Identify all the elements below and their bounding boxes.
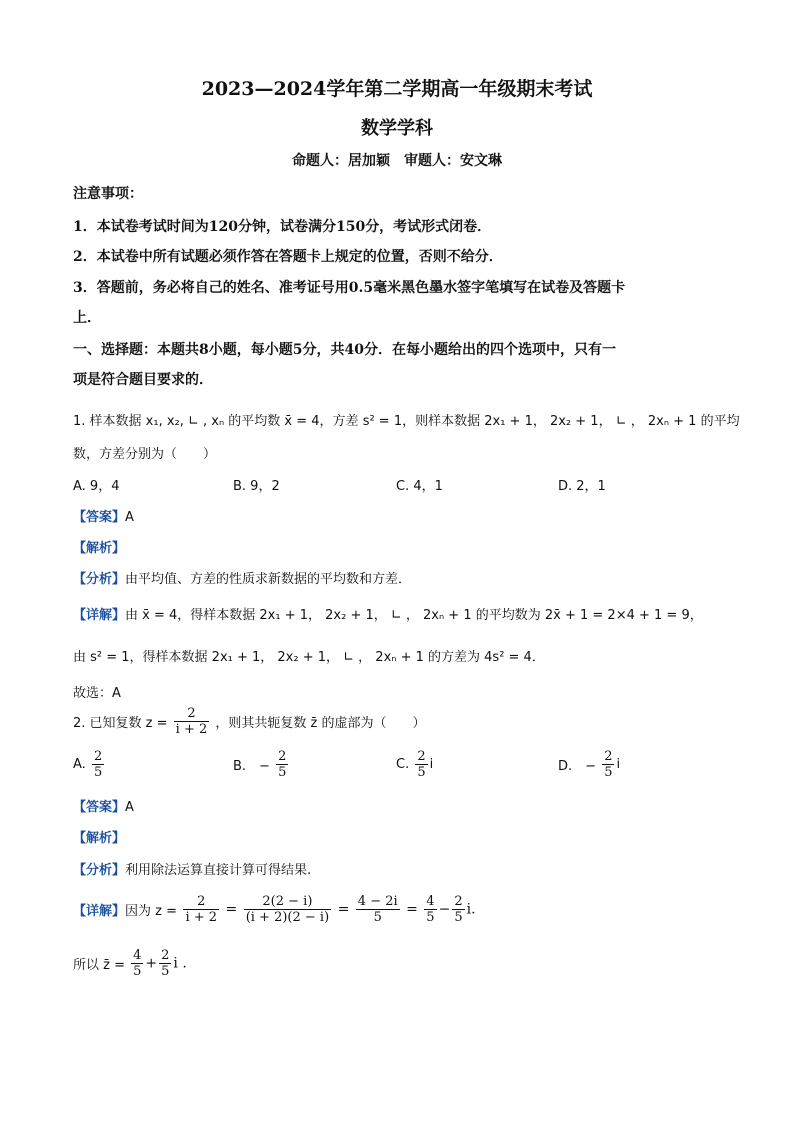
- q2-stem-prefix: 2. 已知复数 z =: [73, 716, 168, 731]
- q2-stem-fraction: [174, 706, 210, 737]
- option-fraction: [415, 749, 427, 780]
- q2-fenxi: [73, 859, 311, 878]
- option-fraction: [602, 749, 614, 780]
- q2-stem: [73, 706, 426, 737]
- fraction-denominator: 5: [454, 910, 463, 925]
- q1-option-b: B. 9，2: [233, 479, 280, 494]
- fraction-numerator: 2: [161, 948, 170, 963]
- detail-tag: 【详解】: [73, 608, 126, 623]
- fraction-denominator: 5: [93, 765, 103, 780]
- option-label: B. −: [233, 759, 270, 774]
- q1-option-c: C. 4，1: [396, 479, 443, 494]
- q1-stem-cont: 数，方差分别为（ ）: [73, 447, 217, 462]
- fraction-denominator: 5: [278, 765, 287, 780]
- note-item-3: 3．答题前，务必将自己的姓名、准考证号用0.5毫米黑色墨水签字笔填写在试卷及答题卡: [73, 280, 626, 296]
- fraction-denominator: i + 2: [185, 910, 218, 925]
- detail-fraction-5: [452, 894, 464, 925]
- detail-fraction-2: [244, 894, 331, 925]
- fraction-denominator: 5: [417, 765, 426, 780]
- fraction-numerator: 4: [426, 894, 435, 909]
- notes-heading: 注意事项：: [73, 186, 143, 202]
- fraction-numerator: 2: [278, 749, 287, 764]
- fraction-numerator: 2: [604, 749, 613, 764]
- fraction-denominator: (i + 2)(2 − i): [245, 910, 330, 925]
- option-suffix: i: [616, 757, 621, 772]
- detail-end: i.: [466, 901, 476, 918]
- fraction-denominator: i + 2: [175, 722, 208, 737]
- q2-option-c: [396, 749, 433, 780]
- conclusion-fraction-1: [131, 948, 143, 979]
- q2-answer: [73, 796, 134, 815]
- equals-sign: =: [337, 901, 350, 918]
- fraction-denominator: 5: [161, 964, 170, 979]
- fraction-numerator: 2: [174, 706, 210, 722]
- q2-option-b: [233, 749, 290, 780]
- q2-analysis-heading: [73, 827, 125, 846]
- q1-stem: 1. 样本数据 x₁, x₂, ∟ , xₙ 的平均数 x̄ = 4，方差 s² = 1，则样本数据 2x₁ + 1， 2x₂ + 1， ∟ ， 2xₙ + 1 的平均: [73, 414, 740, 429]
- q1-detail-cont: 由 s² = 1，得样本数据 2x₁ + 1， 2x₂ + 1， ∟ ， 2xₙ + 1 的方差为 4s² = 4．: [73, 650, 545, 665]
- fraction-numerator: 4 − 2i: [357, 894, 398, 909]
- fenxi-tag: 【分析】: [73, 863, 126, 878]
- q2-option-a: [73, 749, 106, 780]
- q1-conclusion: 故选：A: [73, 686, 121, 701]
- fenxi-text: 由平均值、方差的性质求新数据的平均数和方差．: [125, 572, 412, 587]
- answer-tag: 【答案】: [73, 800, 126, 815]
- conclusion-prefix: 所以 z̄ =: [73, 958, 125, 973]
- note-item-2: 2．本试卷中所有试题必须作答在答题卡上规定的位置，否则不给分．: [73, 249, 503, 265]
- fraction-denominator: 5: [426, 910, 435, 925]
- exam-authors: 命题人：居加颖 审题人：安文琳: [292, 153, 502, 169]
- answer-tag: 【答案】: [73, 510, 126, 525]
- q2-stem-suffix: ，则其共轭复数 z̄ 的虚部为（ ）: [215, 716, 426, 731]
- conclusion-end: i .: [173, 955, 187, 972]
- fraction-denominator: 5: [133, 964, 142, 979]
- note-item-3-cont: 上．: [73, 310, 101, 326]
- q1-answer: [73, 506, 134, 525]
- detail-fraction-1: [183, 894, 219, 925]
- plus-sign: +: [145, 955, 158, 972]
- fraction-numerator: 2: [183, 894, 219, 910]
- option-suffix: i: [429, 757, 434, 772]
- fraction-numerator: 2(2 − i): [244, 894, 331, 910]
- option-label: A.: [73, 757, 86, 772]
- minus-sign: −: [438, 901, 451, 918]
- q1-option-a: A. 9，4: [73, 479, 120, 494]
- q1-fenxi: [73, 568, 411, 587]
- answer-value: A: [125, 510, 134, 525]
- equals-sign: =: [406, 901, 418, 918]
- fraction-numerator: 2: [93, 749, 103, 764]
- fraction-numerator: 2: [417, 749, 426, 764]
- q2-conclusion: [73, 948, 187, 979]
- analysis-tag: 【解析】: [73, 831, 126, 846]
- fraction-numerator: 2: [454, 894, 463, 909]
- q1-option-d: D. 2，1: [558, 479, 606, 494]
- fenxi-text: 利用除法运算直接计算可得结果.: [125, 863, 312, 878]
- section-heading: 一、选择题：本题共8小题，每小题5分，共40分．在每小题给出的四个选项中，只有一: [73, 342, 616, 358]
- analysis-tag: 【解析】: [73, 541, 126, 556]
- q1-analysis-heading: [73, 537, 125, 556]
- equals-sign: =: [225, 901, 238, 918]
- fraction-denominator: 5: [604, 765, 613, 780]
- option-fraction: [92, 749, 104, 780]
- exam-title: 2023—2024学年第二学期高一年级期末考试: [201, 78, 593, 100]
- fraction-numerator: 4: [133, 948, 142, 963]
- fraction-denominator: 5: [373, 910, 382, 925]
- section-heading-cont: 项是符合题目要求的．: [73, 372, 213, 388]
- q2-option-d: [558, 749, 620, 780]
- option-label: D. −: [558, 759, 597, 774]
- q1-detail: [73, 604, 703, 623]
- detail-text: 由 x̄ = 4，得样本数据 2x₁ + 1， 2x₂ + 1， ∟ ， 2xₙ + 1 的平均数为 2x̄ + 1 = 2×4 + 1 = 9，: [125, 608, 703, 623]
- answer-value: A: [125, 800, 134, 815]
- note-item-1: 1．本试卷考试时间为120分钟，试卷满分150分，考试形式闭卷．: [73, 219, 492, 235]
- q2-detail: [73, 894, 476, 925]
- option-fraction: [276, 749, 288, 780]
- detail-prefix: 因为 z =: [125, 904, 177, 919]
- exam-subject: 数学学科: [361, 118, 433, 139]
- detail-fraction-3: [356, 894, 400, 925]
- detail-fraction-4: [424, 894, 436, 925]
- conclusion-fraction-2: [159, 948, 171, 979]
- detail-tag: 【详解】: [73, 904, 126, 919]
- fenxi-tag: 【分析】: [73, 572, 126, 587]
- option-label: C.: [396, 757, 410, 772]
